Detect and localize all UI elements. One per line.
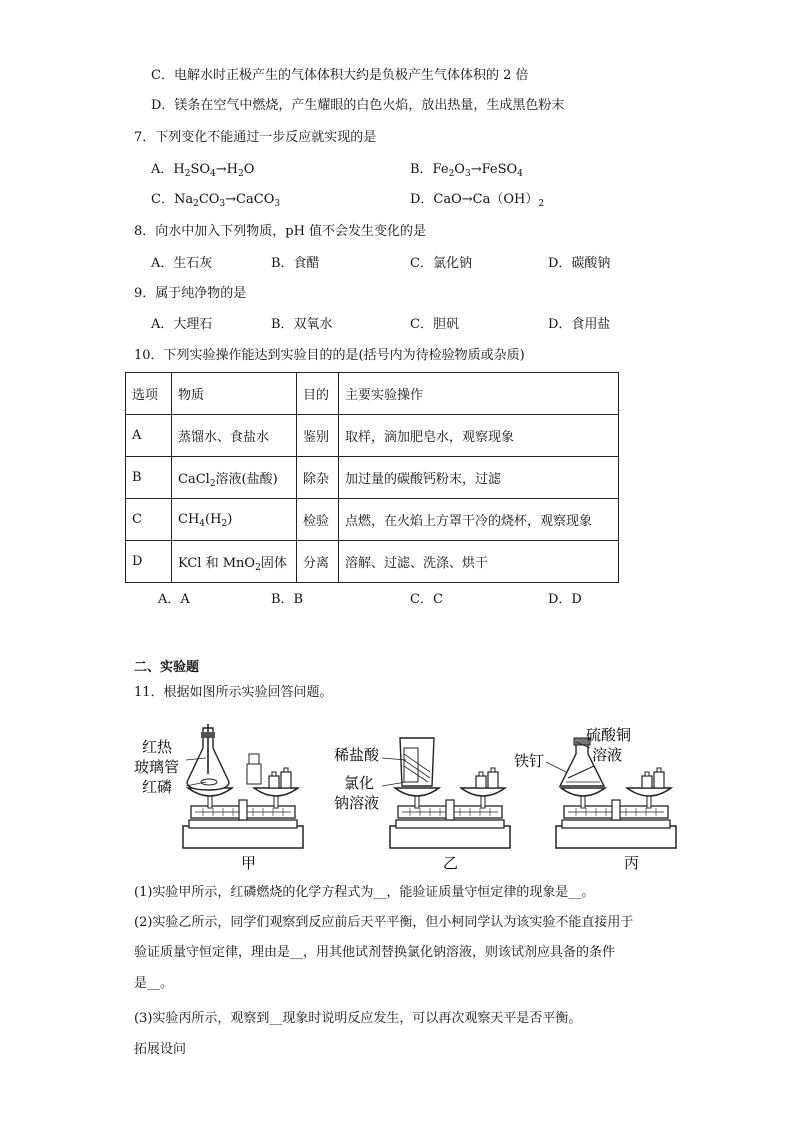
- row-operation: 加过量的碳酸钙粉末，过滤: [339, 457, 619, 499]
- section-title: 二、实验题: [134, 660, 200, 675]
- q9-option-a: A．大理石: [151, 317, 213, 332]
- row-goal: 分离: [297, 541, 339, 583]
- label-jia-red-phosphorus: 红磷: [142, 778, 173, 796]
- label-yi-sodium-chloride: 氯化: [344, 774, 375, 792]
- balance-experiments-figure: [128, 724, 688, 874]
- q10-option-d: D．D: [548, 592, 582, 607]
- balance-yi: [390, 738, 510, 848]
- caption-yi: 乙: [443, 854, 459, 872]
- table-header-row: [126, 373, 619, 415]
- header-option: 选项: [126, 373, 172, 415]
- q8-option-a: A．生石灰: [151, 256, 213, 271]
- table-row: [126, 415, 619, 457]
- q7-option-a: A．$H_2SO_4\to H_2O$: [151, 162, 255, 179]
- q6-option-c: C．电解水时正极产生的气体体积大约是负极产生气体体积的 2 倍: [151, 68, 529, 83]
- q10-table: [125, 372, 619, 583]
- row-operation: 取样，滴加肥皂水，观察现象: [339, 415, 619, 457]
- row-substance: CaCl$_2$溶液(盐酸): [172, 457, 297, 499]
- header-goal: 目的: [297, 373, 339, 415]
- q10-option-b: B．B: [271, 592, 304, 607]
- q10-option-c: C．C: [410, 592, 443, 607]
- q7-option-b: B．$Fe_2O_3\to FeSO_4$: [410, 162, 523, 179]
- row-option: D: [126, 541, 172, 583]
- header-substance: 物质: [172, 373, 297, 415]
- caption-jia: 甲: [241, 854, 257, 872]
- q10-option-a: A．A: [158, 592, 190, 607]
- q8-option-b: B．食醋: [271, 256, 320, 271]
- q9-option-d: D．食用盐: [548, 317, 611, 332]
- table-row: [126, 541, 619, 583]
- row-option: B: [126, 457, 172, 499]
- q11-part-1: (1)实验甲所示，红磷燃烧的化学方程式为__，能验证质量守恒定律的现象是__。: [134, 885, 595, 900]
- extension-heading: 拓展设问: [134, 1042, 187, 1057]
- label-jia-glass-tube: 玻璃管: [134, 758, 180, 776]
- row-substance: KCl 和 MnO$_2$固体: [172, 541, 297, 583]
- q9-option-b: B．双氧水: [271, 317, 333, 332]
- label-jia-red-hot: 红热: [142, 738, 173, 756]
- q8-stem: 8．向水中加入下列物质，pH 值不会发生变化的是: [134, 224, 427, 239]
- q9-option-c: C．胆矾: [410, 317, 459, 332]
- table-row: [126, 499, 619, 541]
- row-operation: 点燃，在火焰上方罩干冷的烧杯，观察现象: [339, 499, 619, 541]
- label-bing-iron-nail: 铁钉: [514, 752, 545, 770]
- q11-part-2-line-1: (2)实验乙所示，同学们观察到反应前后天平平衡，但小柯同学认为该实验不能直接用于: [134, 915, 634, 930]
- row-goal: 检验: [297, 499, 339, 541]
- q11-part-2-line-3: 是__。: [134, 976, 174, 991]
- row-option: C: [126, 499, 172, 541]
- row-substance: 蒸馏水、食盐水: [172, 415, 297, 457]
- row-goal: 除杂: [297, 457, 339, 499]
- q7-option-c: C．$Na_2CO_3\to CaCO_3$: [151, 192, 281, 209]
- q6-option-d: D．镁条在空气中燃烧，产生耀眼的白色火焰，放出热量，生成黑色粉末: [151, 98, 565, 113]
- caption-bing: 丙: [624, 854, 640, 872]
- label-yi-solution: 钠溶液: [334, 794, 380, 812]
- q11-stem: 11．根据如图所示实验回答问题。: [134, 685, 333, 700]
- label-bing-copper-sulfate: 硫酸铜: [586, 726, 632, 744]
- q11-part-3: (3)实验丙所示，观察到__现象时说明反应发生，可以再次观察天平是否平衡。: [134, 1011, 582, 1026]
- label-bing-solution: 溶液: [592, 746, 623, 764]
- row-operation: 溶解、过滤、洗涤、烘干: [339, 541, 619, 583]
- balance-jia: [183, 724, 303, 848]
- q8-option-c: C．氯化钠: [410, 256, 472, 271]
- label-yi-dilute-hcl: 稀盐酸: [334, 746, 380, 764]
- q11-part-2-line-2: 验证质量守恒定律，理由是__，用其他试剂替换氯化钠溶液，则该试剂应具备的条件: [134, 945, 616, 960]
- q9-stem: 9．属于纯净物的是: [134, 286, 247, 301]
- q10-stem: 10．下列实验操作能达到实验目的的是(括号内为待检验物质或杂质): [134, 348, 525, 363]
- row-option: A: [126, 415, 172, 457]
- row-goal: 鉴别: [297, 415, 339, 457]
- q7-stem: 7．下列变化不能通过一步反应就实现的是: [134, 130, 377, 145]
- table-row: [126, 457, 619, 499]
- row-substance: $CH_4(H_2)$: [172, 499, 297, 541]
- q7-option-d: D．$CaO\to Ca(OH)_2$: [410, 192, 545, 209]
- header-operation: 主要实验操作: [339, 373, 619, 415]
- q8-option-d: D．碳酸钠: [548, 256, 611, 271]
